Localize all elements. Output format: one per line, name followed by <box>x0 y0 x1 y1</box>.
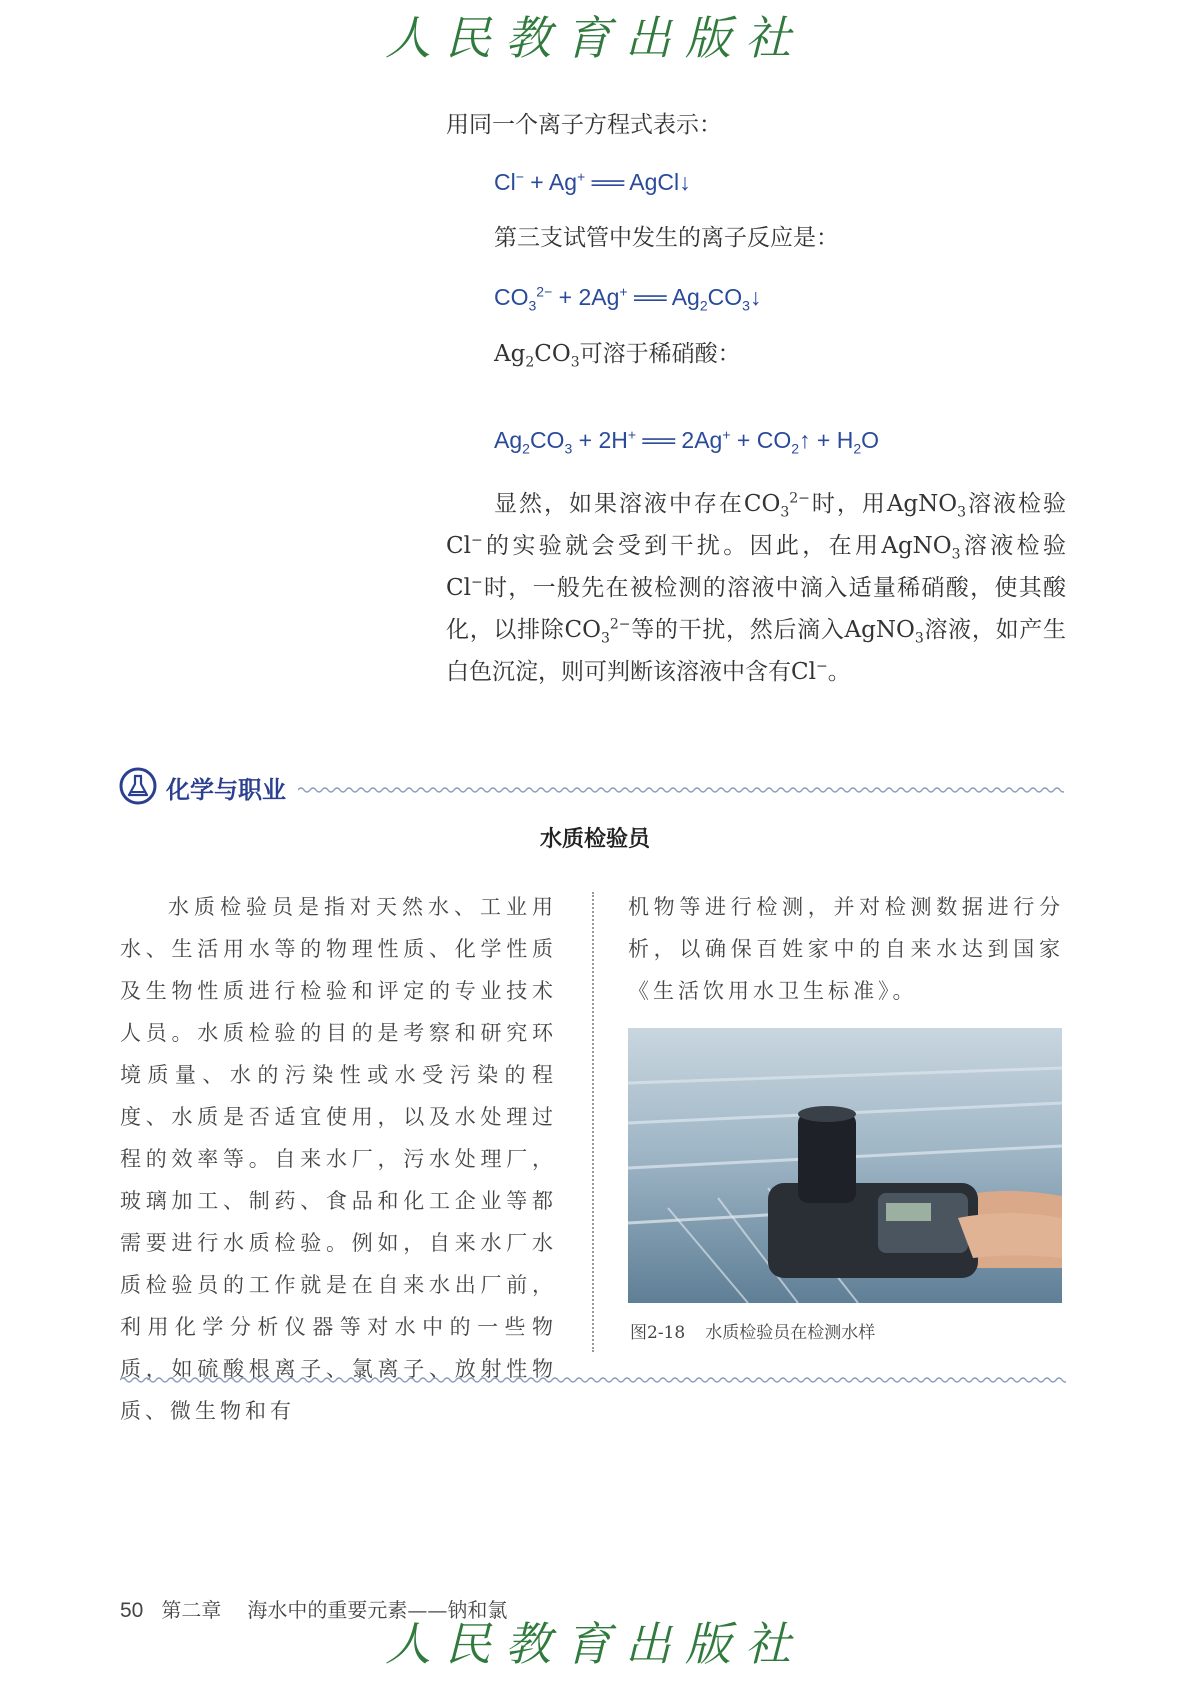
column-divider <box>592 892 594 1352</box>
chapter-number: 第二章 <box>161 1598 222 1622</box>
equation-2: $CO_3^{2-} + 2Ag^+$ ══ $Ag_2CO_3↓$ <box>494 283 762 314</box>
equation-3: $Ag_2CO_3 + 2H^+$ ══ $2Ag^+ + CO_2↑ + H_2O$ <box>494 426 880 457</box>
equation-1: Cl− + Ag+ ══ AgCl↓ <box>494 168 691 195</box>
career-title: 水质检验员 <box>539 826 650 851</box>
intro-text: 用同一个离子方程式表示： <box>446 112 722 138</box>
tube3-text: 第三支试管中发生的离子反应是： <box>494 225 839 251</box>
flask-icon <box>118 766 158 806</box>
publisher-footer: 人民教育出版社 <box>385 1617 805 1671</box>
career-section-label: 化学与职业 <box>166 777 286 804</box>
figure-caption: 图2-18 水质检验员在检测水样 <box>630 1323 876 1343</box>
wave-divider-bottom <box>120 1376 1066 1384</box>
publisher-header: 人民教育出版社 <box>385 11 805 65</box>
career-left-column: 水质检验员是指对天然水、工业用水、生活用水等的物理性质、化学性质及生物性质进行检验和评定的专业技术人员。水质检验的目的是考察和研究环境质量、水的污染性或水受污染的程度、水质是否适宜使用，以及水处理过程的效率等。自来水厂，污水处理厂，玻璃加工、制药、食品和化工企业等都需要进行水质检验。例如，自来水厂水质检验员的工作就是在自来水出厂前，利用化学分析仪器等对水中的一些物质，如硫酸根离子、氯离子、放射性物质、微生物和有 <box>120 895 557 1423</box>
career-right-column: 机物等进行检测，并对检测数据进行分析，以确保百姓家中的自来水达到国家《生活饮用水卫生标准》。 <box>628 895 1064 1003</box>
ag2co3-text: $Ag_2CO_3$可溶于稀硝酸： <box>494 341 741 371</box>
wave-divider-top <box>298 786 1064 794</box>
chapter-title: 海水中的重要元素——钠和氯 <box>247 1598 508 1622</box>
career-section-header <box>118 766 1064 814</box>
interference-paragraph: 显然，如果溶液中存在$CO_3^{2-}$时，用AgNO$_3$溶液检验Cl−的实验就会受到干扰。因此，在用AgNO$_3$溶液检验Cl−时，一般先在被检测的溶液中滴入适量稀硝酸，使其酸化，以排除$CO_3^{2-}$等的干扰，然后滴入AgNO$_3$溶液，如产生白色沉淀，则可判断该溶液中含有Cl−。 <box>446 490 1066 685</box>
page-number: 50 <box>120 1599 144 1622</box>
water-testing-photo <box>628 1028 1062 1303</box>
